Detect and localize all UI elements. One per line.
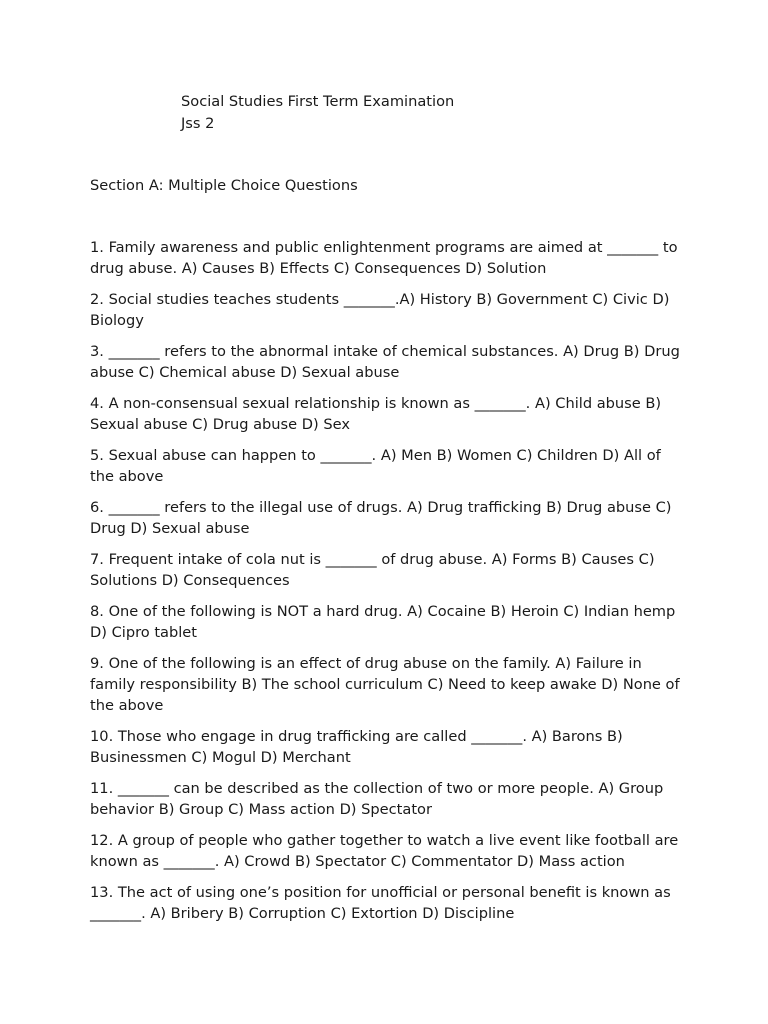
title-block — [181, 91, 581, 135]
question-text: 1. Family awareness and public enlightenment programs are aimed at _______ to drug abuse. A) Causes B) Effects C) Consequences D) Solution — [90, 239, 678, 277]
question-item — [90, 778, 680, 820]
question-text: 8. One of the following is NOT a hard drug. A) Cocaine B) Heroin C) Indian hemp D) Cipro tablet — [90, 603, 676, 641]
question-text: 13. The act of using one’s position for unofficial or personal benefit is known as _______. A) Bribery B) Corruption C) Extortion D) Discipline — [90, 884, 671, 922]
question-text: 10. Those who engage in drug trafficking are called _______. A) Barons B) Businessmen C) Mogul D) Merchant — [90, 728, 623, 766]
question-item — [90, 830, 680, 872]
question-item — [90, 393, 680, 435]
question-text: 5. Sexual abuse can happen to _______. A) Men B) Women C) Children D) All of the above — [90, 447, 661, 485]
question-item — [90, 653, 680, 716]
question-text: 7. Frequent intake of cola nut is _______ of drug abuse. A) Forms B) Causes C) Solutions D) Consequences — [90, 551, 655, 589]
question-text: 3. _______ refers to the abnormal intake of chemical substances. A) Drug B) Drug abuse C) Chemical abuse D) Sexual abuse — [90, 343, 680, 381]
question-item — [90, 601, 680, 643]
question-item — [90, 445, 680, 487]
question-item — [90, 882, 680, 924]
question-item — [90, 497, 680, 539]
class-level: Jss 2 — [181, 115, 215, 132]
section-heading: Section A: Multiple Choice Questions — [90, 177, 358, 194]
exam-title: Social Studies First Term Examination — [181, 93, 455, 110]
question-text: 2. Social studies teaches students _______.A) History B) Government C) Civic D) Biology — [90, 291, 670, 329]
question-text: 6. _______ refers to the illegal use of drugs. A) Drug trafficking B) Drug abuse C) Drug D) Sexual abuse — [90, 499, 672, 537]
question-text: 12. A group of people who gather together to watch a live event like football are known as _______. A) Crowd B) Spectator C) Commentator D) Mass action — [90, 832, 679, 870]
question-item — [90, 289, 680, 331]
question-list — [90, 237, 680, 934]
question-text: 4. A non-consensual sexual relationship is known as _______. A) Child abuse B) Sexual abuse C) Drug abuse D) Sex — [90, 395, 662, 433]
question-text: 9. One of the following is an effect of drug abuse on the family. A) Failure in family responsibility B) The school curriculum C) Need to keep awake D) None of the above — [90, 655, 680, 714]
question-item — [90, 549, 680, 591]
question-item — [90, 341, 680, 383]
question-item — [90, 237, 680, 279]
question-text: 11. _______ can be described as the collection of two or more people. A) Group behavior B) Group C) Mass action D) Spectator — [90, 780, 664, 818]
question-item — [90, 726, 680, 768]
